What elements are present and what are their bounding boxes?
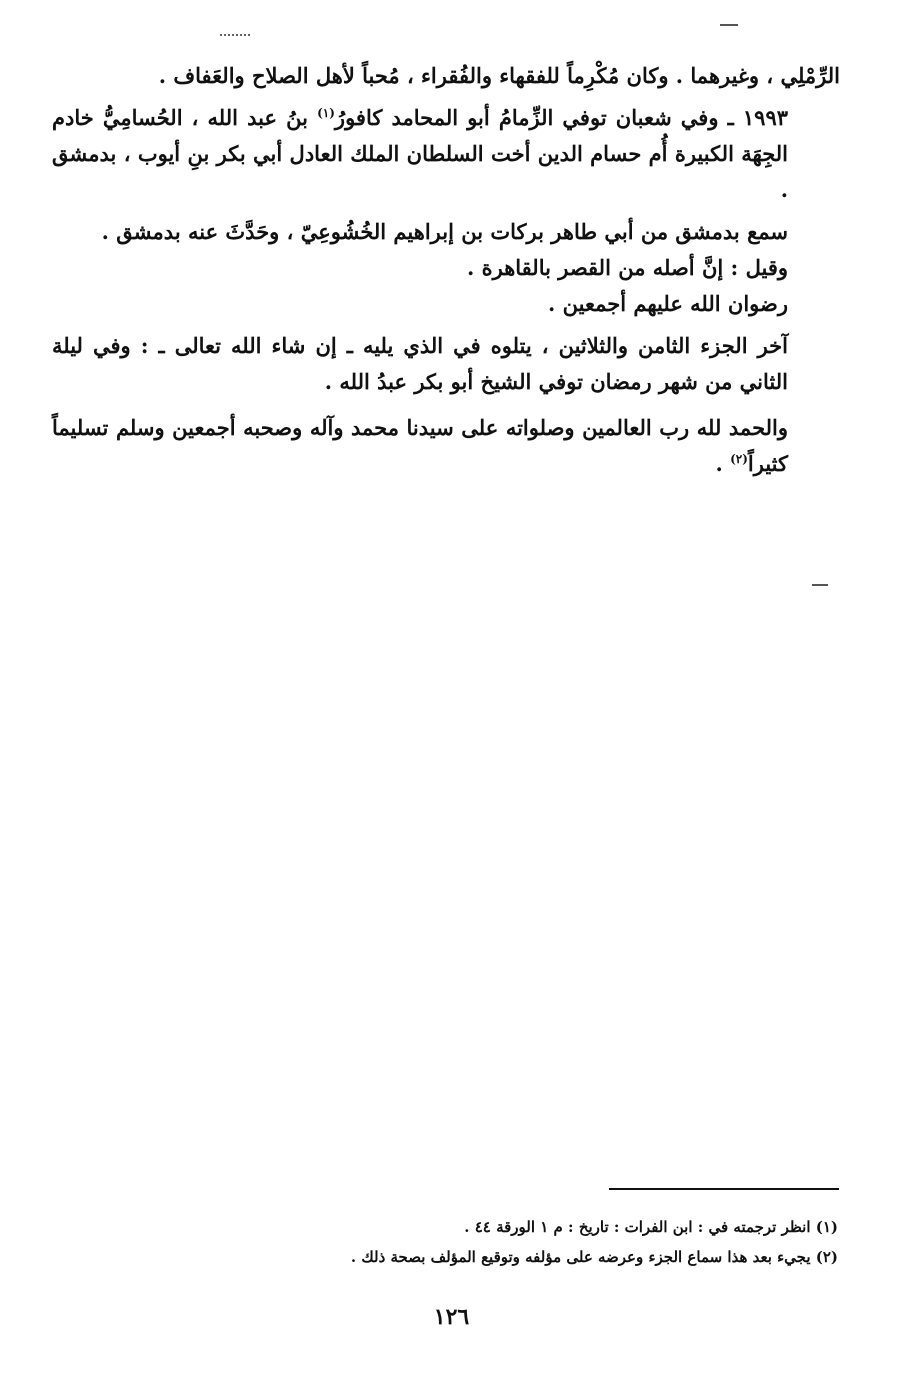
scan-mark bbox=[812, 584, 828, 586]
entry-1993 bbox=[52, 100, 840, 208]
scan-mark bbox=[220, 34, 250, 36]
paragraph: سمع بدمشق من أبي طاهر بركات بن إبراهيم الخُشُوعِيّ ، وحَدَّثَ عنه بدمشق . bbox=[101, 219, 788, 244]
footnote-ref: (٢) bbox=[730, 452, 748, 466]
footnotes bbox=[60, 1212, 838, 1272]
closing-paragraph bbox=[52, 410, 840, 482]
entry-rest: بنُ عبد الله ، الحُسامِيُّ خادم الجِهَة الكبيرة أُم حسام الدين أخت السلطان الملك العادل أبي بكر بنِ أيوب ، بدمشق . bbox=[52, 105, 788, 202]
paragraph: الرِّمْلِي ، وغيرهما . وكان مُكْرِماً للفقهاء والفُقراء ، مُحباً لأهل الصلاح والعَفاف . bbox=[158, 63, 840, 88]
page-number: ١٢٦ bbox=[433, 1304, 470, 1330]
closing-text: والحمد لله رب العالمين وصلواته على سيدنا محمد وآله وصحبه أجمعين وسلم تسليماً كثيراً bbox=[52, 415, 788, 476]
footnote: (١) انظر ترجمته في : ابن الفرات : تاريخ : م ١ الورقة ٤٤ . bbox=[464, 1218, 838, 1236]
footnote-ref: (١) bbox=[317, 106, 335, 120]
scan-mark bbox=[720, 24, 738, 26]
paragraph: رضوان الله عليهم أجمعين . bbox=[548, 291, 788, 316]
main-text bbox=[52, 58, 840, 482]
paragraph: آخر الجزء الثامن والثلاثين ، يتلوه في الذي يليه ـ إن شاء الله تعالى ـ : وفي ليلة الثاني من شهر رمضان توفي الشيخ أبو بكر عبدُ الله . bbox=[52, 333, 788, 394]
entry-lead: ١٩٩٣ ـ وفي شعبان توفي الزِّمامُ أبو المحامد كافورُ bbox=[334, 105, 789, 130]
footnote: (٢) يجيء بعد هذا سماع الجزء وعرضه على مؤلفه وتوقيع المؤلف بصحة ذلك . bbox=[350, 1248, 838, 1266]
paragraph: وقيل : إنَّ أصله من القصر بالقاهرة . bbox=[466, 255, 788, 280]
footnote-divider bbox=[609, 1188, 839, 1190]
closing-end: . bbox=[715, 451, 731, 476]
